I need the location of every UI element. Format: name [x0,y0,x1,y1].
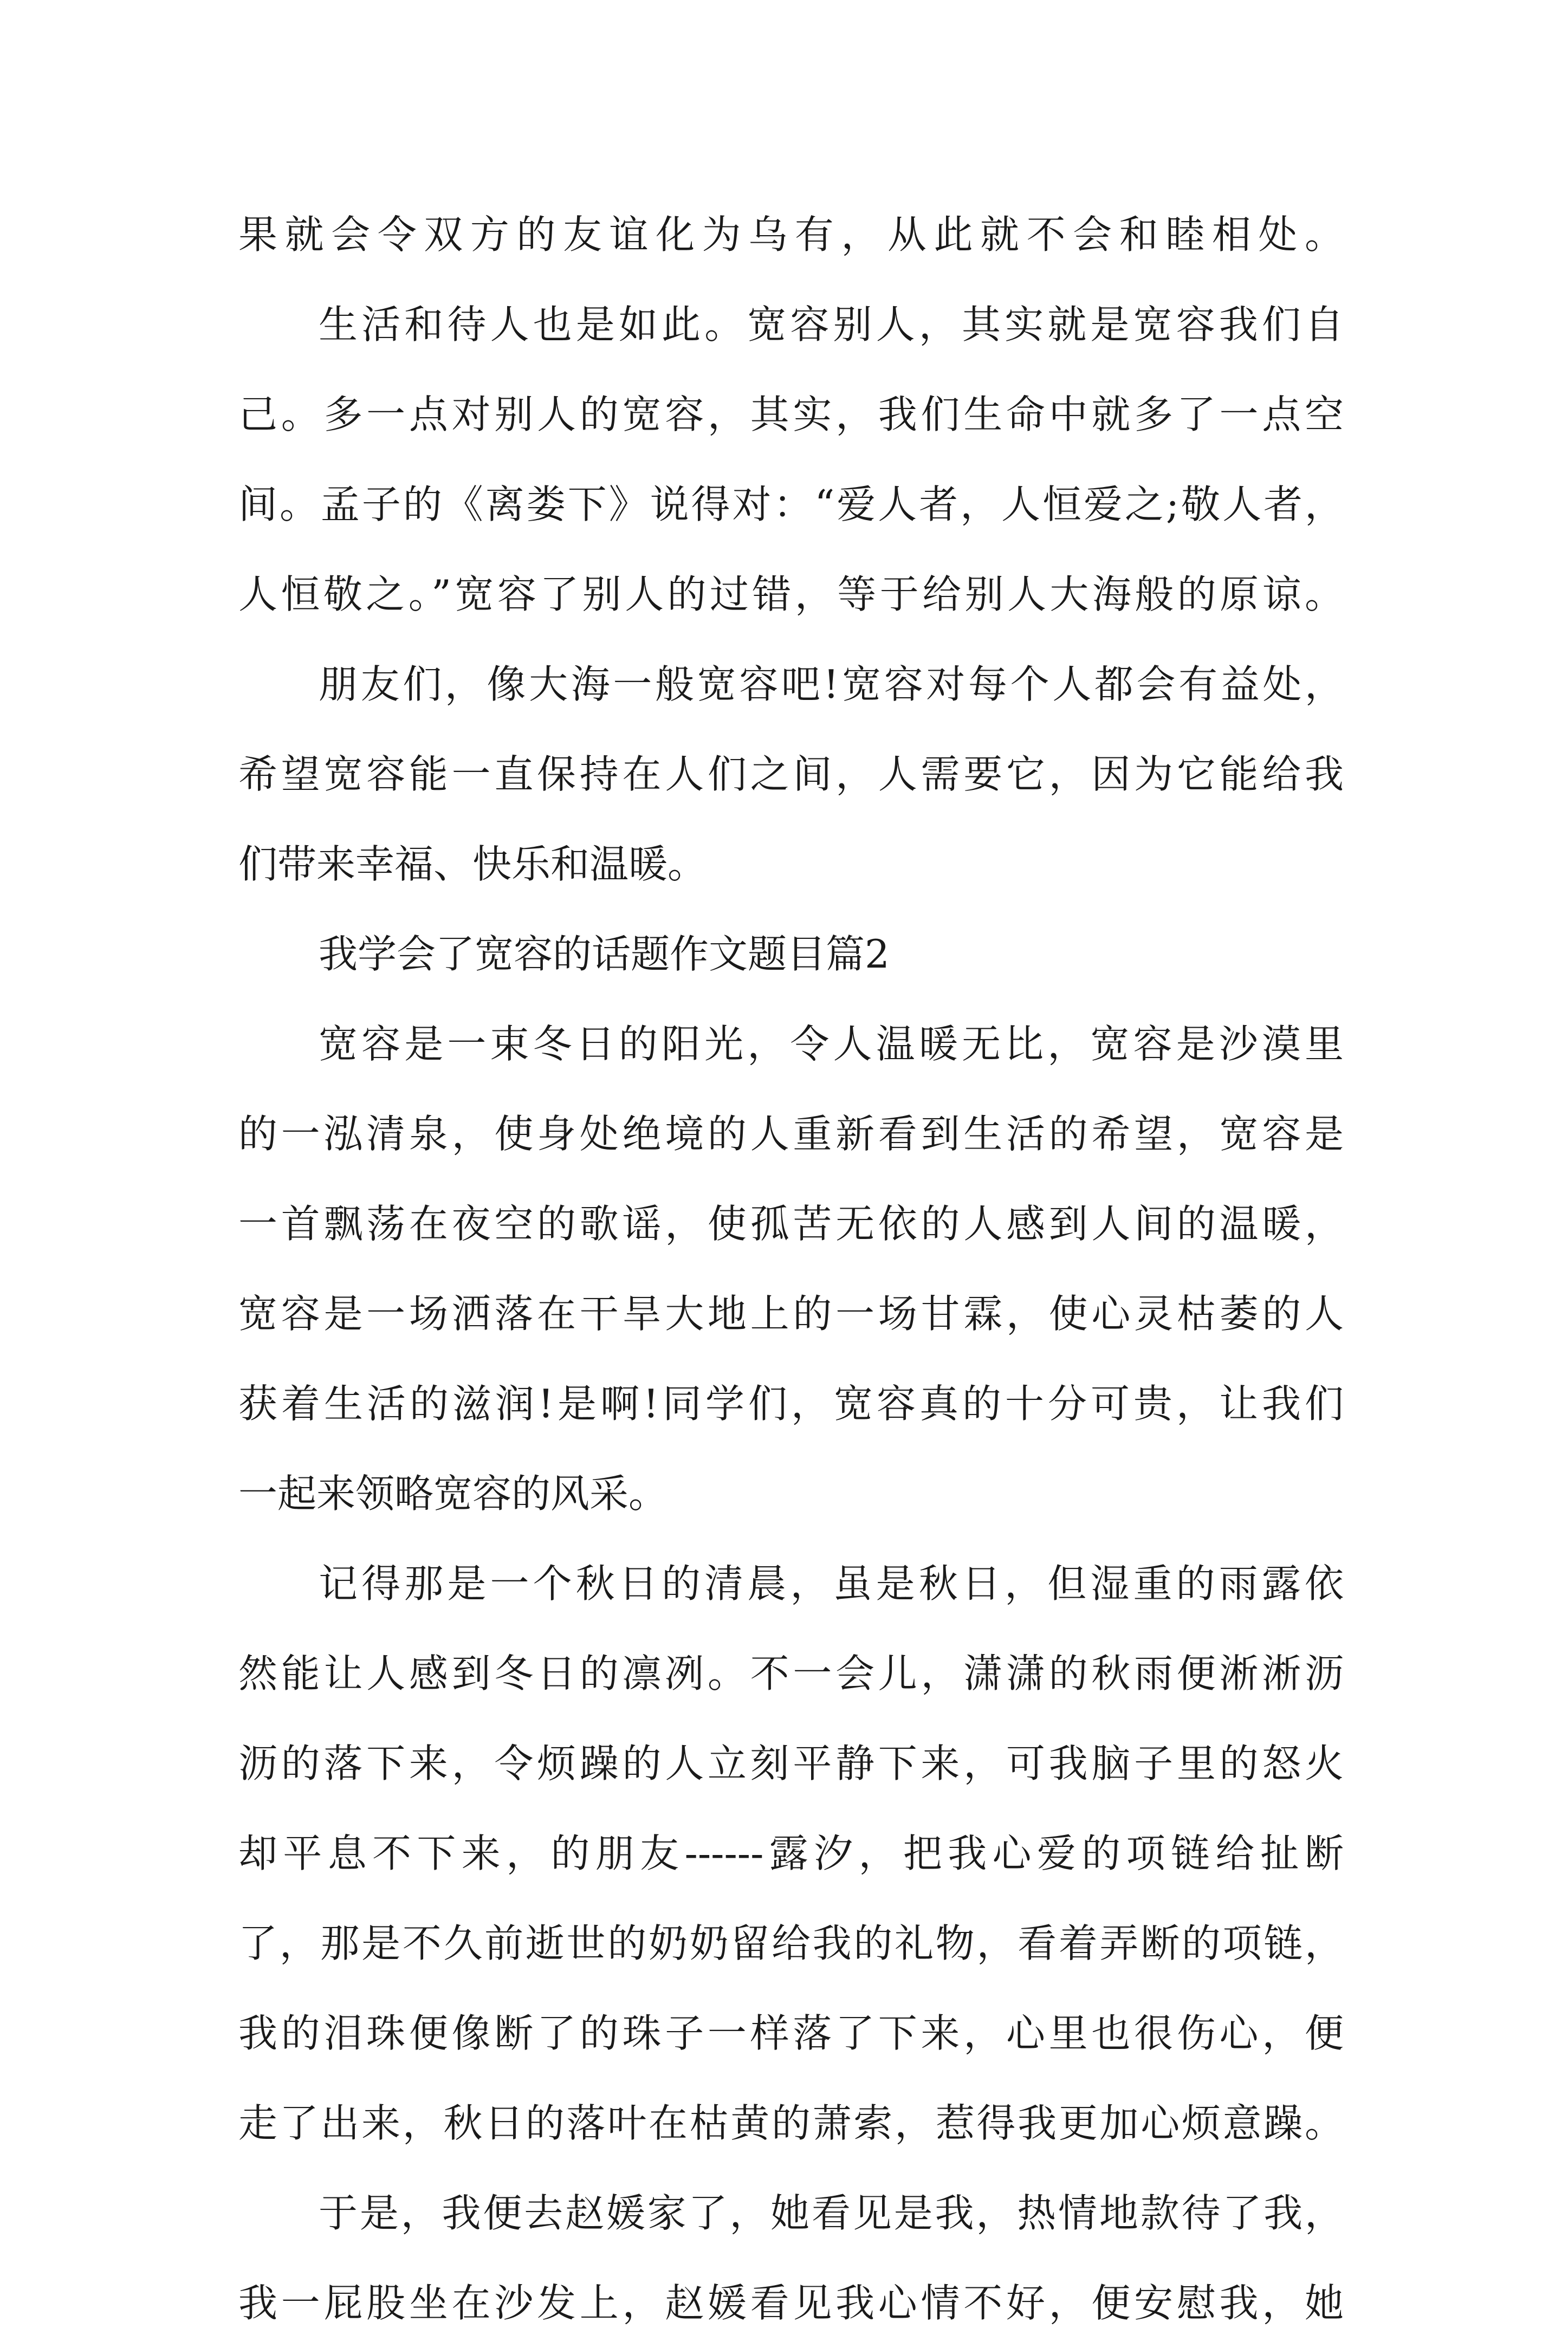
text-line: 却平息不下来，的朋友------露汐，把我心爱的项链给扯断 [238,1831,1344,1876]
heading-text: 我学会了宽容的话题作文题目篇2 [319,931,890,977]
text-line: 的一泓清泉，使身处绝境的人重新看到生活的希望，宽容是 [238,1111,1344,1157]
text-line: 然能让人感到冬日的凛冽。不一会儿，潇潇的秋雨便淅淅沥 [238,1651,1344,1696]
text-line: 间。孟子的《离娄下》说得对：“爱人者，人恒爱之;敬人者， [238,482,1344,527]
text-line: 宽容是一束冬日的阳光，令人温暖无比，宽容是沙漠里 [319,1021,1344,1067]
text-line: 我一屁股坐在沙发上，赵媛看见我心情不好，便安慰我，她 [238,2280,1344,2326]
text-line: 生活和待人也是如此。宽容别人，其实就是宽容我们自 [319,302,1344,347]
section-heading [238,909,1344,999]
document-body [238,190,1344,2348]
text-line: 获着生活的滋润!是啊!同学们，宽容真的十分可贵，让我们 [238,1381,1344,1426]
text-line: 沥的落下来，令烦躁的人立刻平静下来，可我脑子里的怒火 [238,1741,1344,1786]
text-line: 一起来领略宽容的风采。 [238,1471,668,1516]
text-line: 我的泪珠便像断了的珠子一样落了下来，心里也很伤心，便 [238,2010,1344,2056]
paragraph [238,280,1344,639]
text-line: 们带来幸福、快乐和温暖。 [238,841,707,887]
text-line: 果就会令双方的友谊化为乌有，从此就不会和睦相处。 [238,212,1344,257]
text-line: 朋友们，像大海一般宽容吧!宽容对每个人都会有益处， [319,661,1344,707]
text-line: 一首飘荡在夜空的歌谣，使孤苦无依的人感到人间的温暖， [238,1201,1344,1247]
text-line: 走了出来，秋日的落叶在枯黄的萧索，惹得我更加心烦意躁。 [238,2100,1344,2146]
text-line: 宽容是一场洒落在干旱大地上的一场甘霖，使心灵枯萎的人 [238,1291,1344,1337]
text-line: 人恒敬之。”宽容了别人的过错，等于给别人大海般的原谅。 [238,572,1344,617]
paragraph [238,190,1344,280]
text-line: 记得那是一个秋日的清晨，虽是秋日，但湿重的雨露依 [319,1561,1344,1606]
text-line: 希望宽容能一直保持在人们之间，人需要它，因为它能给我 [238,751,1344,797]
text-line: 于是，我便去赵媛家了，她看见是我，热情地款待了我， [319,2190,1344,2236]
paragraph [238,999,1344,1539]
paragraph [238,2168,1344,2348]
text-line: 了，那是不久前逝世的奶奶留给我的礼物，看着弄断的项链， [238,1921,1344,1966]
paragraph [238,1539,1344,2168]
paragraph [238,639,1344,909]
text-line: 己。多一点对别人的宽容，其实，我们生命中就多了一点空 [238,392,1344,437]
